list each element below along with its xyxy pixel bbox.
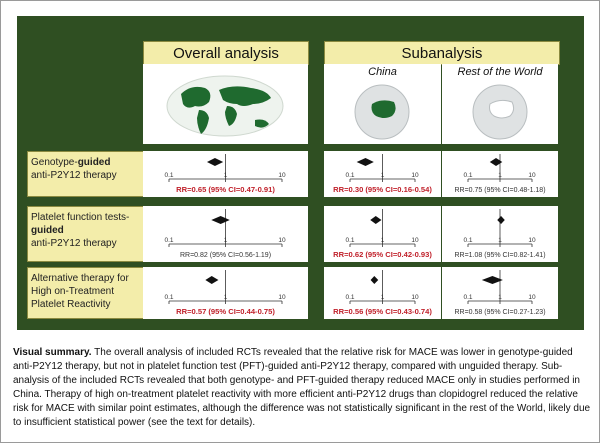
- forest-plot: [442, 267, 558, 319]
- tick-label: 10: [528, 294, 536, 301]
- tick-label: 10: [528, 237, 536, 244]
- forest-cell-r2-c2: [442, 267, 558, 319]
- tick-label: 10: [278, 237, 286, 244]
- forest-plot: [442, 206, 558, 262]
- tick-label: 0.1: [463, 237, 473, 244]
- estimate-diamond: [371, 276, 379, 284]
- forest-plot: [442, 151, 558, 197]
- rr-label: RR=0.56 (95% CI=0.43-0.74): [333, 307, 432, 316]
- estimate-diamond: [211, 216, 229, 224]
- rr-label: RR=0.57 (95% CI=0.44-0.75): [176, 307, 275, 316]
- tick-label: 0.1: [164, 172, 174, 179]
- tick-label: 1: [223, 237, 228, 244]
- tick-label: 1: [498, 172, 502, 179]
- region-rest-label: Rest of the World: [457, 66, 543, 78]
- forest-plot: [324, 206, 441, 262]
- forest-cell-r2-c0: [143, 267, 308, 319]
- tick-label: 1: [223, 172, 228, 179]
- tick-label: 1: [380, 172, 385, 179]
- row-label-alternative-text: Alternative therapy for High on-Treatment Platelet Reactivity: [31, 273, 129, 310]
- tick-label: 10: [411, 172, 419, 179]
- forest-plot: [143, 267, 308, 319]
- header-subanalysis: Subanalysis: [324, 41, 560, 65]
- row-label-genotype-post: anti-P2Y12 therapy: [31, 170, 117, 181]
- tick-label: 10: [278, 172, 286, 179]
- estimate-diamond: [370, 216, 381, 224]
- caption: [13, 346, 591, 430]
- forest-plot: [143, 151, 308, 197]
- tick-label: 0.1: [345, 294, 355, 301]
- forest-plot: [324, 267, 441, 319]
- row-label-genotype: [27, 151, 145, 197]
- estimate-diamond: [490, 158, 503, 166]
- row-label-pft-post: anti-P2Y12 therapy: [31, 238, 117, 249]
- rr-label: RR=0.65 (95% CI=0.47-0.91): [176, 185, 275, 194]
- world-map-icon: [143, 64, 308, 144]
- forest-plot: [143, 206, 308, 262]
- forest-plot: [324, 151, 441, 197]
- region-china-label: China: [368, 66, 397, 78]
- forest-cell-r0-c1: [324, 151, 441, 197]
- tick-label: 1: [380, 294, 385, 301]
- row-label-genotype-bold: guided: [77, 157, 111, 168]
- estimate-diamond: [357, 158, 374, 166]
- forest-cell-r2-c1: [324, 267, 441, 319]
- rr-label: RR=0.58 (95% CI=0.27-1.23): [454, 309, 546, 316]
- estimate-diamond: [205, 276, 218, 284]
- tick-label: 0.1: [345, 172, 355, 179]
- estimate-diamond: [497, 216, 505, 224]
- forest-cell-r0-c0: [143, 151, 308, 197]
- row-label-alternative: [27, 267, 145, 319]
- rr-label: RR=1.08 (95% CI=0.82-1.41): [454, 252, 546, 259]
- tick-label: 10: [411, 237, 419, 244]
- tick-label: 1: [223, 294, 228, 301]
- forest-cell-r1-c2: [442, 206, 558, 262]
- rest-of-world-map-panel: [442, 64, 558, 144]
- tick-label: 10: [528, 172, 536, 179]
- tick-label: 0.1: [463, 294, 473, 301]
- row-label-genotype-pre: Genotype-: [31, 157, 78, 168]
- tick-label: 1: [498, 237, 502, 244]
- tick-label: 1: [498, 294, 502, 301]
- forest-cell-r1-c0: [143, 206, 308, 262]
- tick-label: 10: [278, 294, 286, 301]
- tick-label: 0.1: [463, 172, 473, 179]
- forest-cell-r0-c2: [442, 151, 558, 197]
- tick-label: 1: [380, 237, 385, 244]
- caption-text: The overall analysis of included RCTs revealed that the relative risk for MACE was lower in genotype-guided anti-P2Y12 therapy, but not in platelet function test (PFT)-guided anti-P2Y12 therapy, compared with unguided therapy. Sub-analysis of the included RCTs revealed that both genotype- and PFT-guided therapy reduced MACE only in studies performed in China. Therapy of high on-treatment platelet reactivity with more efficient anti-P2Y12 drugs than clopidogrel reduced the relative risk for MACE with similar point estimates, although the difference was not statistically significant in the rest of the World, likely due to insufficient statistical power (see the text for details).: [13, 347, 591, 428]
- rr-label: RR=0.62 (95% CI=0.42-0.93): [333, 250, 432, 259]
- row-label-pft-pre: Platelet function tests-: [31, 212, 130, 223]
- tick-label: 0.1: [164, 294, 174, 301]
- row-label-pft: [27, 206, 145, 262]
- rr-label: RR=0.82 (95% CI=0.56-1.19): [179, 252, 272, 259]
- tick-label: 0.1: [164, 237, 174, 244]
- rr-label: RR=0.30 (95% CI=0.16-0.54): [333, 185, 432, 194]
- tick-label: 10: [411, 294, 419, 301]
- china-map-panel: [324, 64, 441, 144]
- forest-cell-r1-c1: [324, 206, 441, 262]
- caption-title: Visual summary.: [13, 347, 92, 358]
- world-map-panel: [143, 64, 308, 144]
- row-label-pft-bold: guided: [31, 225, 64, 236]
- tick-label: 0.1: [345, 237, 355, 244]
- estimate-diamond: [207, 158, 223, 166]
- header-overall-analysis: Overall analysis: [143, 41, 309, 65]
- rr-label: RR=0.75 (95% CI=0.48-1.18): [454, 187, 546, 194]
